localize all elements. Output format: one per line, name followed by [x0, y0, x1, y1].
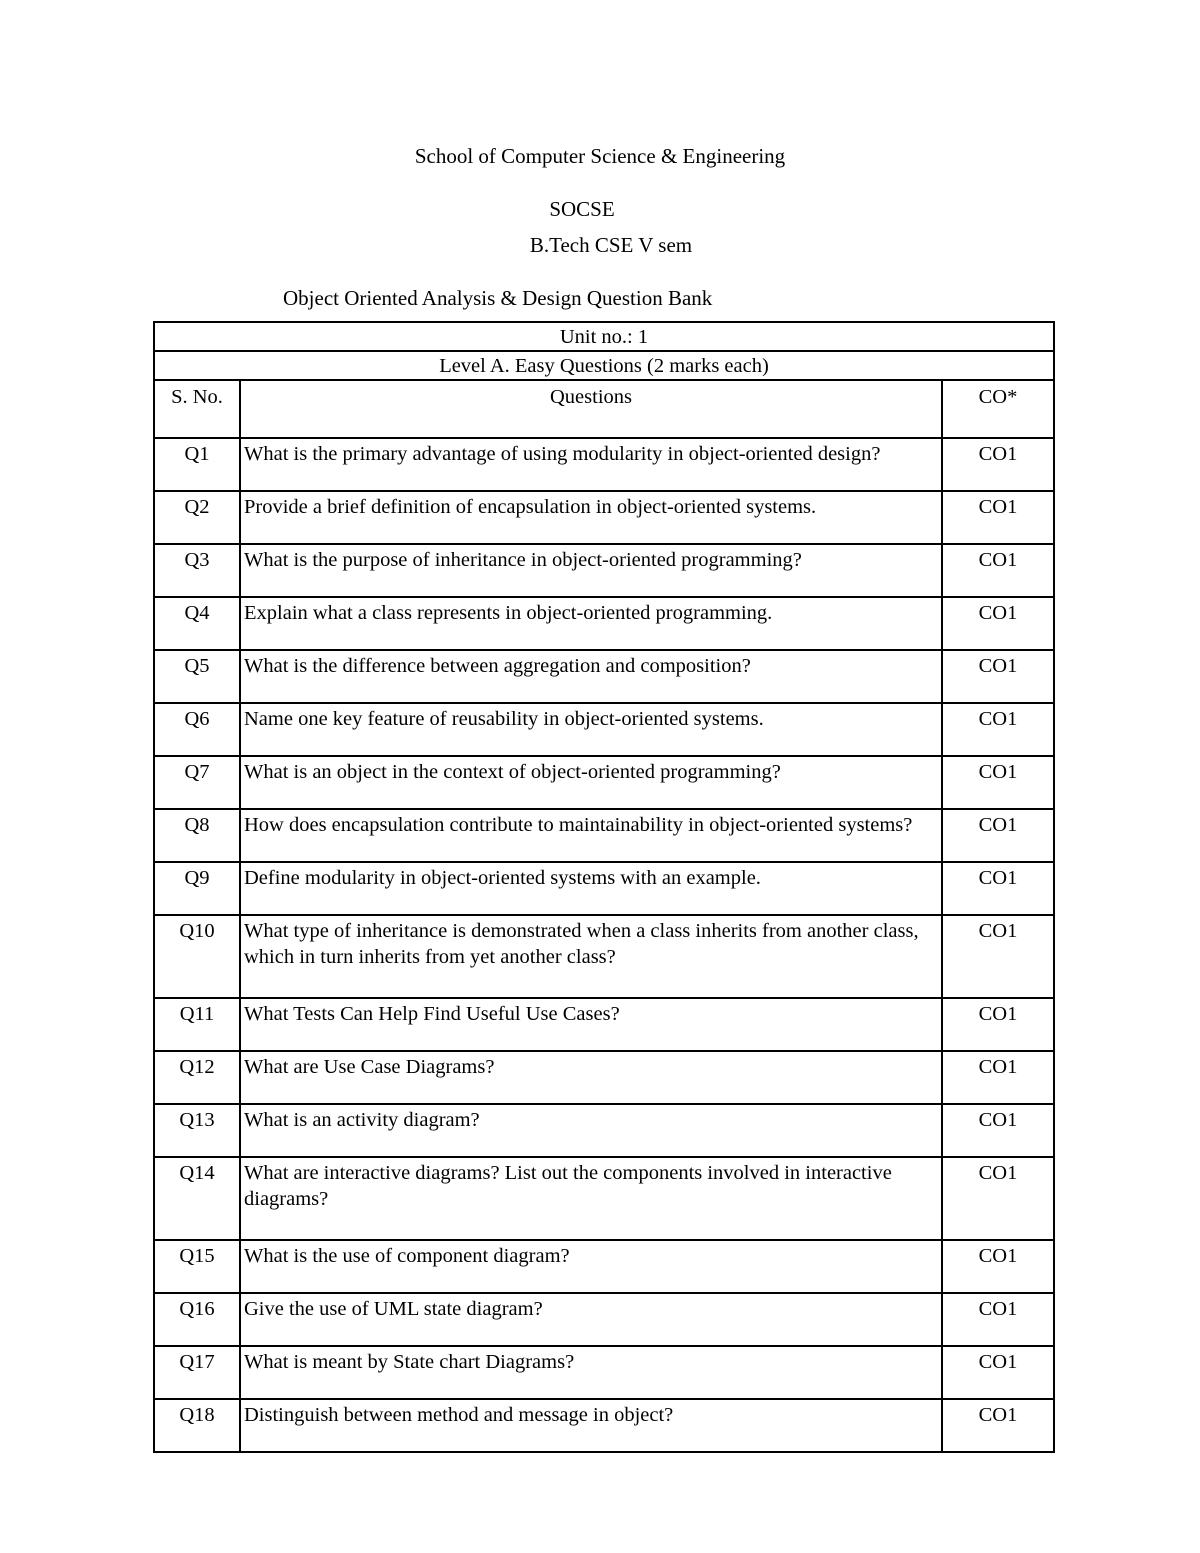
table-row: [154, 915, 1054, 998]
school-abbreviation: SOCSE: [549, 197, 615, 221]
course-outcome: CO1: [942, 1293, 1054, 1346]
question-text: What Tests Can Help Find Useful Use Cases?: [240, 998, 942, 1051]
course-outcome: CO1: [942, 998, 1054, 1051]
question-number: Q12: [154, 1051, 240, 1104]
question-text: What is meant by State chart Diagrams?: [240, 1346, 942, 1399]
column-header-row: [154, 380, 1054, 438]
question-number: Q8: [154, 809, 240, 862]
table-row: [154, 1051, 1054, 1104]
course-outcome: CO1: [942, 1240, 1054, 1293]
question-number: Q7: [154, 756, 240, 809]
table-row: [154, 756, 1054, 809]
question-number: Q3: [154, 544, 240, 597]
question-bank-title: Object Oriented Analysis & Design Question Bank: [283, 286, 713, 310]
table-row: [154, 1399, 1054, 1452]
table-row: [154, 1157, 1054, 1240]
unit-row: [154, 322, 1054, 351]
course-outcome: CO1: [942, 1399, 1054, 1452]
column-header-sno: S. No.: [154, 380, 240, 438]
column-header-question: [240, 380, 942, 438]
course-outcome: CO1: [942, 1157, 1054, 1240]
question-text: Give the use of UML state diagram?: [240, 1293, 942, 1346]
question-text: What is the use of component diagram?: [240, 1240, 942, 1293]
course-outcome: CO1: [942, 438, 1054, 491]
table-row: [154, 998, 1054, 1051]
question-text: What is the primary advantage of using modularity in object-oriented design?: [240, 438, 942, 491]
question-text: Define modularity in object-oriented systems with an example.: [240, 862, 942, 915]
question-number: Q9: [154, 862, 240, 915]
question-text: What is an activity diagram?: [240, 1104, 942, 1157]
question-number: Q4: [154, 597, 240, 650]
level-label: Level A. Easy Questions (2 marks each): [154, 351, 1054, 380]
question-number: Q10: [154, 915, 240, 998]
course-outcome: CO1: [942, 703, 1054, 756]
unit-label: Unit no.: 1: [154, 322, 1054, 351]
question-text: What is the difference between aggregation and composition?: [240, 650, 942, 703]
level-row: [154, 351, 1054, 380]
question-text: What type of inheritance is demonstrated when a class inherits from another class, which in turn inherits from yet another class?: [240, 915, 942, 998]
question-number: Q11: [154, 998, 240, 1051]
question-text: Distinguish between method and message in object?: [240, 1399, 942, 1452]
question-number: Q5: [154, 650, 240, 703]
question-number: Q6: [154, 703, 240, 756]
table-row: [154, 1346, 1054, 1399]
table-row: [154, 650, 1054, 703]
school-name: School of Computer Science & Engineering: [414, 144, 786, 168]
column-header-co: CO*: [942, 380, 1054, 438]
course-name: B.Tech CSE V sem: [529, 233, 693, 257]
table-row: [154, 1293, 1054, 1346]
table-row: [154, 703, 1054, 756]
table-row: [154, 1104, 1054, 1157]
question-number: Q14: [154, 1157, 240, 1240]
course-outcome: CO1: [942, 544, 1054, 597]
question-text: Name one key feature of reusability in object-oriented systems.: [240, 703, 942, 756]
question-number: Q17: [154, 1346, 240, 1399]
question-text: What are Use Case Diagrams?: [240, 1051, 942, 1104]
course-outcome: CO1: [942, 1346, 1054, 1399]
question-number: Q16: [154, 1293, 240, 1346]
question-number: Q18: [154, 1399, 240, 1452]
table-row: [154, 544, 1054, 597]
question-number: Q1: [154, 438, 240, 491]
question-number: Q15: [154, 1240, 240, 1293]
question-text: What is an object in the context of object-oriented programming?: [240, 756, 942, 809]
table-row: [154, 809, 1054, 862]
course-outcome: CO1: [942, 650, 1054, 703]
question-text: What are interactive diagrams? List out the components involved in interactive diagrams?: [240, 1157, 942, 1240]
table-row: [154, 438, 1054, 491]
table-row: [154, 862, 1054, 915]
column-header-question-text: Questions: [550, 386, 632, 408]
course-outcome: CO1: [942, 597, 1054, 650]
table-row: [154, 597, 1054, 650]
course-outcome: CO1: [942, 491, 1054, 544]
question-text: Provide a brief definition of encapsulation in object-oriented systems.: [240, 491, 942, 544]
question-text: What is the purpose of inheritance in object-oriented programming?: [240, 544, 942, 597]
course-outcome: CO1: [942, 809, 1054, 862]
table-row: [154, 1240, 1054, 1293]
course-outcome: CO1: [942, 756, 1054, 809]
course-outcome: CO1: [942, 1104, 1054, 1157]
question-number: Q2: [154, 491, 240, 544]
course-outcome: CO1: [942, 915, 1054, 998]
question-text: How does encapsulation contribute to maintainability in object-oriented systems?: [240, 809, 942, 862]
table-row: [154, 491, 1054, 544]
question-number: Q13: [154, 1104, 240, 1157]
question-table: [153, 321, 1055, 1453]
course-outcome: CO1: [942, 1051, 1054, 1104]
course-outcome: CO1: [942, 862, 1054, 915]
question-text: Explain what a class represents in object-oriented programming.: [240, 597, 942, 650]
